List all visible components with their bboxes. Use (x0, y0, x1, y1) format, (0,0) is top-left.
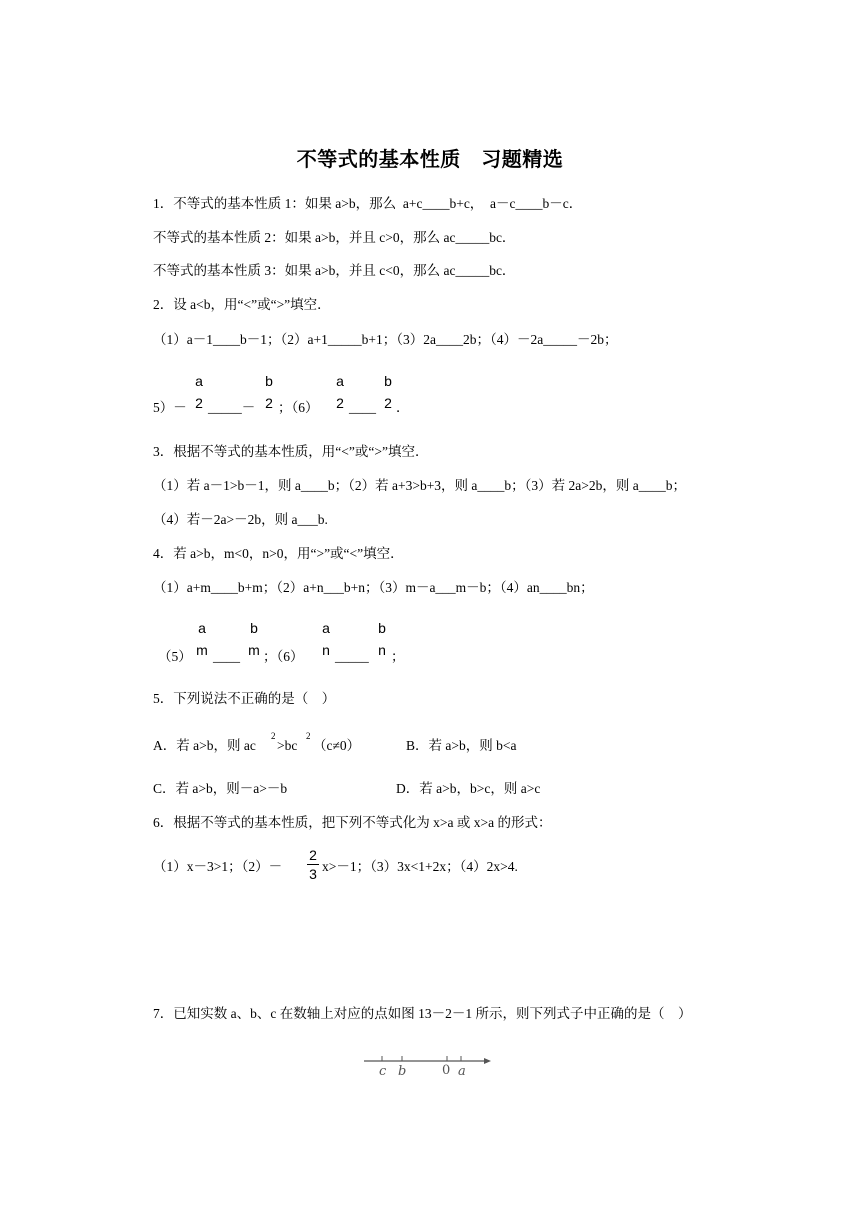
q3-stem: 3．根据不等式的基本性质，用“<”或“>”填空． (153, 444, 429, 459)
q2-frac-b2-den: 2 (384, 395, 392, 411)
q2-frac-a1 (192, 373, 206, 411)
q3-line-2: （4）若－2a>－2b，则 a___b. (153, 512, 328, 527)
q2-frac-b2-num: b (384, 373, 392, 389)
q4-frac-4-num: b (378, 620, 386, 636)
q2-frac-a2-num: a (336, 373, 344, 389)
q5-option-a-mid: >bc (277, 738, 298, 753)
q4-blank-1: ____ (213, 649, 240, 664)
q2-frac-b2 (381, 373, 395, 411)
q2-blank-2: ____ (349, 400, 376, 415)
q2-frac-a2 (333, 373, 347, 411)
q5-option-a-pre: A．若 a>b，则 ac (153, 738, 256, 753)
q4-frac-3-den: n (322, 642, 330, 658)
q2-frac-b1-den: 2 (265, 395, 273, 411)
q5-option-d: D．若 a>b，b>c，则 a>c (396, 781, 541, 796)
q6-stem: 6．根据不等式的基本性质，把下列不等式化为 x>a 或 x>a 的形式： (153, 815, 552, 830)
q6-line-pre: （1）x－3>1；（2）－ (153, 859, 283, 874)
q4-frac-1-num: a (198, 620, 206, 636)
q6-frac (307, 847, 319, 882)
q6-frac-bar (307, 864, 319, 865)
q2-line-2-prefix: 5）－ (153, 400, 187, 415)
q7-stem: 7．已知实数 a、b、c 在数轴上对应的点如图 13－2－1 所示，则下列式子中正确的是（ ） (153, 1006, 692, 1021)
q2-line-1: （1）a－1____b－1；（2）a+1_____b+1；（3）2a____2b；（4）－2a_____－2b； (153, 332, 618, 347)
q4-frac-4 (374, 620, 390, 658)
q4-frac-4-den: n (378, 642, 386, 658)
q4-end: ； (391, 649, 405, 664)
q4-frac-2-num: b (250, 620, 258, 636)
q4-frac-3-num: a (322, 620, 330, 636)
q1-line-1: 1．不等式的基本性质 1：如果 a>b，那么 a+c____b+c， a－c____b－c． (153, 196, 583, 211)
q6-frac-den: 3 (309, 866, 317, 882)
number-line-arrow (484, 1058, 491, 1064)
label-a: a (458, 1064, 466, 1079)
q2-frac-a2-den: 2 (336, 395, 344, 411)
number-line-figure (360, 1052, 500, 1093)
q4-stem: 4．若 a>b，m<0，n>0，用“>”或“<”填空． (153, 546, 404, 561)
q4-line-2-prefix: （5） (158, 649, 192, 664)
q5-superscript-1: 2 (271, 731, 276, 741)
page-title: 不等式的基本性质 习题精选 (296, 147, 564, 171)
q4-frac-2 (246, 620, 262, 658)
label-b: b (398, 1064, 407, 1079)
q4-frac-2-den: m (248, 642, 260, 658)
q2-blank-1: _____－ (208, 400, 256, 415)
q2-frac-a1-num: a (195, 373, 203, 389)
q5-option-a-post: （c≠0） (313, 738, 361, 753)
q2-frac-a1-den: 2 (195, 395, 203, 411)
q2-sep: ；（6） (278, 400, 319, 415)
q5-option-b: B．若 a>b，则 b<a (406, 738, 517, 753)
q2-stem: 2．设 a<b，用“<”或“>”填空． (153, 297, 331, 312)
q6-line-post: x>－1；（3）3x<1+2x；（4）2x>4. (322, 859, 518, 874)
q4-frac-3 (318, 620, 334, 658)
q6-frac-num: 2 (309, 847, 317, 863)
q2-end: ． (396, 400, 410, 415)
q2-frac-b1 (262, 373, 276, 411)
q4-blank-2: _____ (335, 649, 369, 664)
q4-sep: ；（6） (263, 649, 304, 664)
q1-line-3: 不等式的基本性质 3：如果 a>b，并且 c<0，那么 ac_____bc． (153, 263, 516, 278)
q5-superscript-2: 2 (306, 731, 311, 741)
q2-frac-b1-num: b (265, 373, 273, 389)
q5-stem: 5．下列说法不正确的是（ ） (153, 691, 336, 706)
q1-line-2: 不等式的基本性质 2：如果 a>b，并且 c>0，那么 ac_____bc． (153, 230, 516, 245)
q3-line-1: （1）若 a－1>b－1，则 a____b；（2）若 a+3>b+3，则 a____b；（3）若 2a>2b，则 a____b； (153, 478, 687, 493)
q5-option-c: C．若 a>b，则－a>－b (153, 781, 288, 796)
q4-line-1: （1）a+m____b+m；（2）a+n___b+n；（3）m－a___m－b；（4）an____bn； (153, 580, 594, 595)
q4-frac-1 (194, 620, 210, 658)
label-c: c (379, 1064, 387, 1079)
q4-frac-1-den: m (196, 642, 208, 658)
label-zero: 0 (442, 1063, 451, 1078)
